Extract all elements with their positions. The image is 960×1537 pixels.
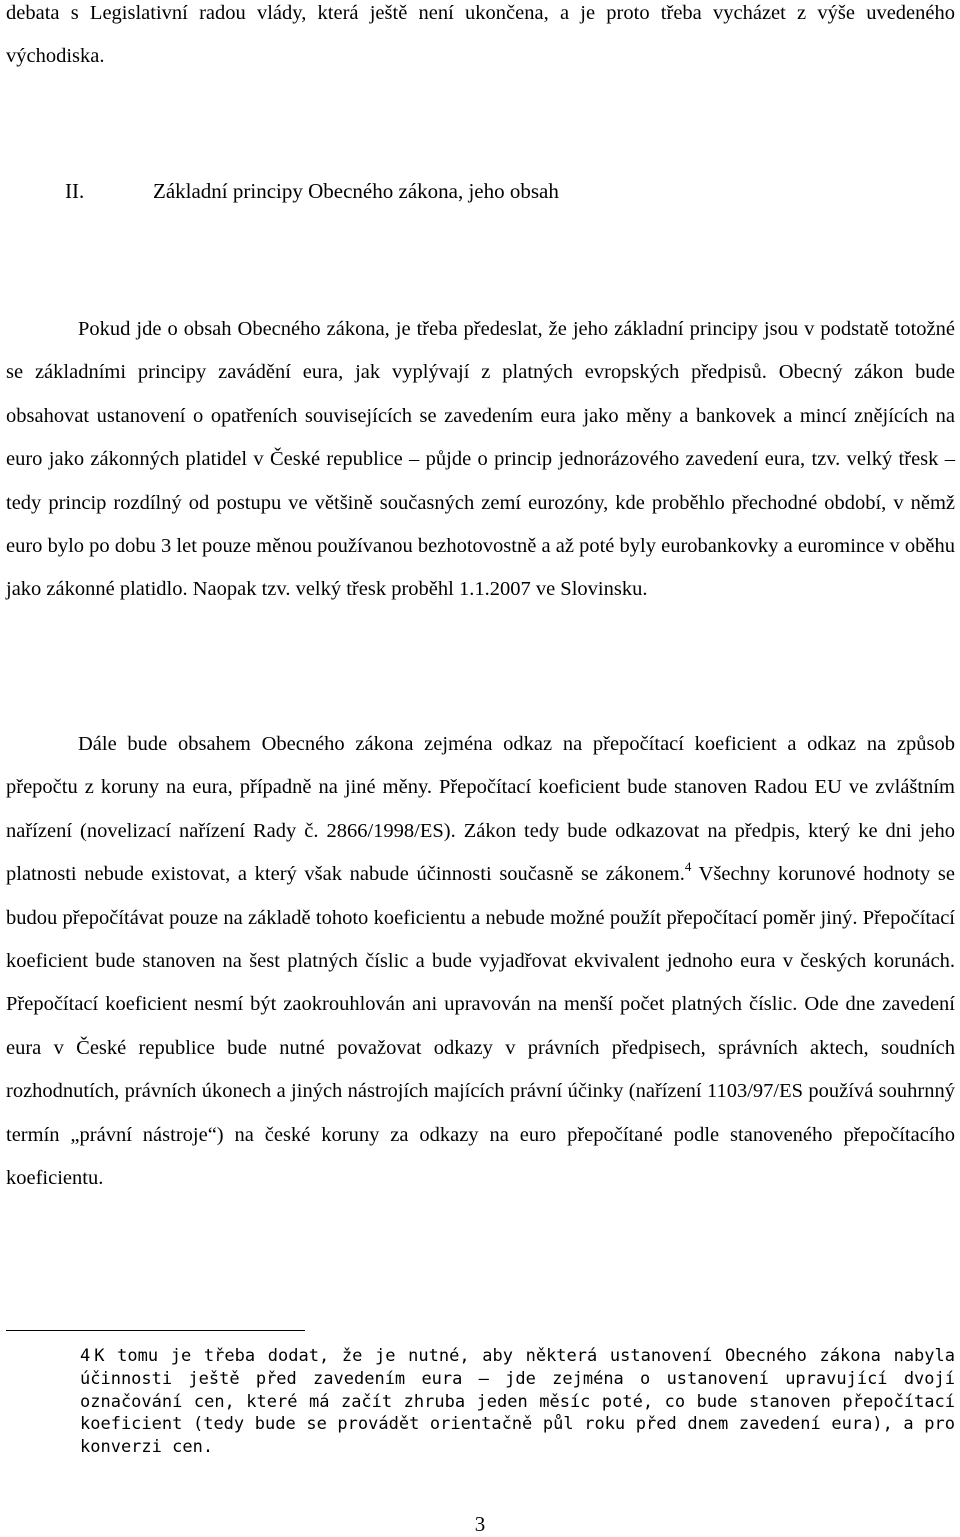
footnote-text: K tomu je třeba dodat, že je nutné, aby některá ustanovení Obecného zákona nabyla účinnosti ještě před zavedením eura – jde zejména o ustanovení upravující dvojí označování cen, které má začít zhruba jeden měsíc poté, co bude stanoven přepočítací koeficient (tedy bude se provádět orientačně půl roku před dnem zavedení eura), a pro konverzi cen. <box>80 1346 955 1458</box>
intro-paragraph: debata s Legislativní radou vlády, která ještě není ukončena, a je proto třeba vycházet z výše uvedeného východiska. <box>6 2 955 68</box>
footnote <box>80 1345 955 1459</box>
body-paragraph-2 <box>6 723 955 1200</box>
section-number: II. <box>65 179 85 203</box>
paragraph-2-text-before-note: Dále bude obsahem Obecného zákona zejména odkaz na přepočítací koeficient a odkaz na způsob přepočtu z koruny na eura, případně na jiné měny. Přepočítací koeficient bude stanoven Radou EU ve zvláštním nařízení (novelizací nařízení Rady č. 2866/1998/ES). Zákon tedy bude odkazovat na předpis, který ke dni jeho platnosti nebude existovat, a který však nabude účinnosti současně se zákonem. <box>6 733 955 886</box>
footnote-separator <box>6 1330 305 1331</box>
paragraph-2-text-after-note: Všechny korunové hodnoty se budou přepočítávat pouze na základě tohoto koeficientu a nebude možné použít přepočítací poměr jiný. Přepočítací koeficient bude stanoven na šest platných číslic a bude vyjadřovat ekvivalent jednoho eura v českých korunách. Přepočítací koeficient nesmí být zaokrouhlován ani upravován na menší počet platných číslic. Ode dne zavedení eura v České republice bude nutné považovat odkazy v právních předpisech, správních aktech, soudních rozhodnutích, právních úkonech a jiných nástrojích majících právní účinky (nařízení 1103/97/ES používá souhrnný termín „právní nástroje“) na české koruny za odkazy na euro přepočítané podle stanoveného přepočítacího koeficientu. <box>6 863 955 1190</box>
section-heading <box>65 176 559 206</box>
footnote-number: 4 <box>80 1346 91 1366</box>
section-title: Základní principy Obecného zákona, jeho obsah <box>153 179 559 203</box>
footnote-reference[interactable]: 4 <box>684 859 692 875</box>
page-number: 3 <box>474 1512 486 1536</box>
body-paragraph-1: Pokud jde o obsah Obecného zákona, je třeba předeslat, že jeho základní principy jsou v podstatě totožné se základními principy zavádění eura, jak vyplývají z platných evropských předpisů. Obecný zákon bude obsahovat ustanovení o opatřeních souvisejících se zavedením eura jako měny a bankovek a mincí znějících na euro jako zákonných platidel v České republice – půjde o princip jednorázového zavedení eura, tzv. velký třesk – tedy princip rozdílný od postupu ve většině současných zemí eurozóny, kde proběhlo přechodné období, v němž euro bylo po dobu 3 let pouze měnou používanou bezhotovostně a až poté byly eurobankovky a euromince v oběhu jako zákonné platidlo. Naopak tzv. velký třesk proběhl 1.1.2007 ve Slovinsku. <box>6 318 955 601</box>
